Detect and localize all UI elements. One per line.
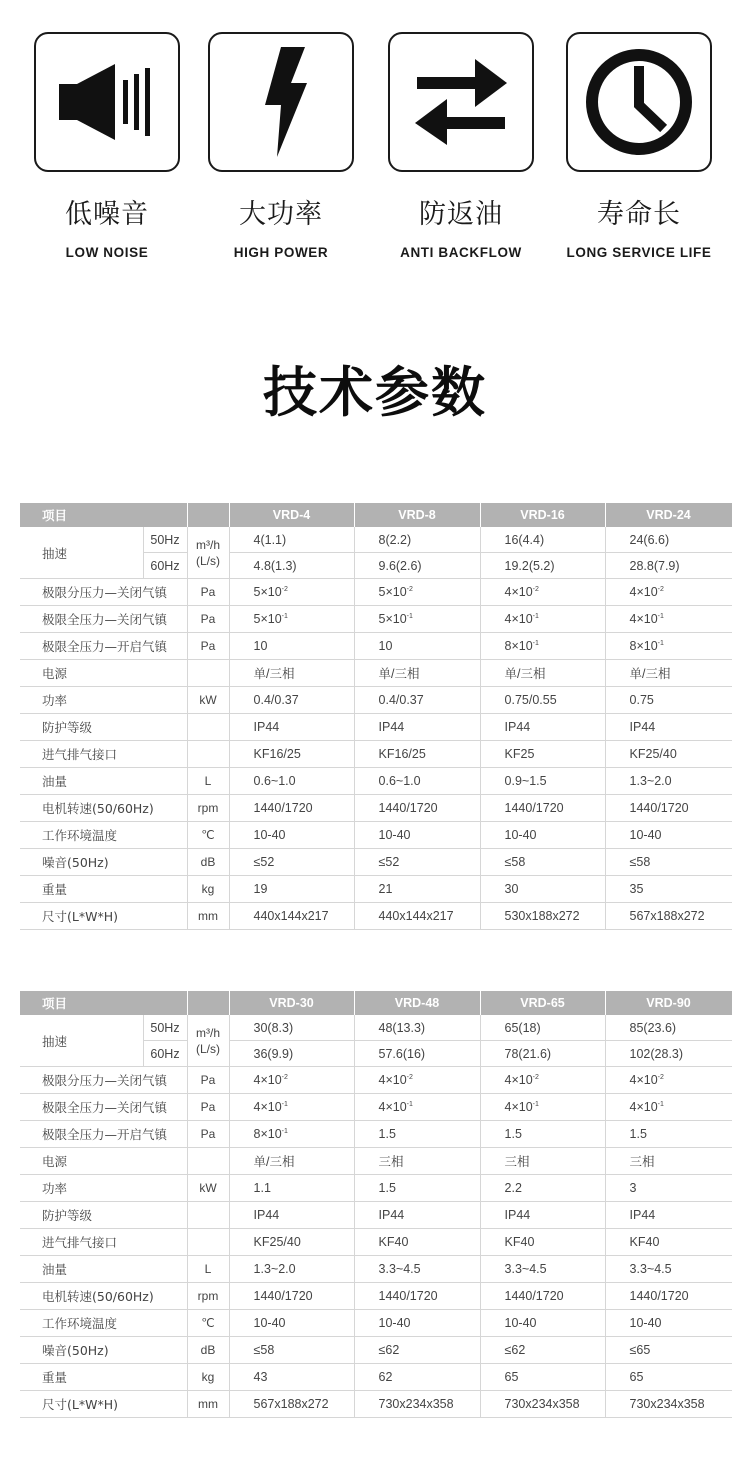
frequency-label: 60Hz [143, 553, 187, 579]
header-label: 项目 [20, 991, 187, 1015]
cell-value: 21 [354, 876, 480, 903]
cell-value: 8(2.2) [354, 527, 480, 553]
row-unit: ℃ [187, 1310, 229, 1337]
cell-value: 567x188x272 [605, 903, 732, 930]
feature-strip [0, 0, 750, 300]
row-label: 防护等级 [20, 1202, 187, 1229]
cell-value: 10-40 [480, 1310, 605, 1337]
row-label: 尺寸(L*W*H) [20, 903, 187, 930]
cell-value: KF16/25 [354, 741, 480, 768]
exponent: -2 [532, 1074, 539, 1081]
cell-value: $8\times 10^{-1}$ [229, 1121, 354, 1148]
table-row [20, 1364, 732, 1391]
row-label: 工作环境温度 [20, 822, 187, 849]
row-unit: mm [187, 903, 229, 930]
cell-value: ≤58 [229, 1337, 354, 1364]
table-row [20, 1067, 732, 1094]
cell-value: 85(23.6) [605, 1015, 732, 1041]
exponent: -2 [281, 586, 288, 593]
row-label: 功率 [20, 687, 187, 714]
cell-value: 1440/1720 [229, 795, 354, 822]
table-row [20, 1310, 732, 1337]
feature-icon-box [34, 32, 180, 172]
frequency-label: 50Hz [143, 527, 187, 553]
cell-value: KF40 [354, 1229, 480, 1256]
table-row [20, 1121, 732, 1148]
cell-value: 4(1.1) [229, 527, 354, 553]
row-unit: mm [187, 1391, 229, 1418]
cell-value: 1440/1720 [605, 795, 732, 822]
cell-value: 43 [229, 1364, 354, 1391]
cell-value: 0.75 [605, 687, 732, 714]
model-name: VRD-16 [480, 503, 605, 527]
exponent: -2 [657, 586, 664, 593]
lightning-bolt-icon [251, 47, 311, 157]
table-row [20, 660, 732, 687]
row-unit [187, 714, 229, 741]
row-unit [187, 1148, 229, 1175]
cell-value: 78(21.6) [480, 1041, 605, 1067]
cell-value: $8\times 10^{-1}$ [605, 633, 732, 660]
frequency-label: 60Hz [143, 1041, 187, 1067]
cell-value: 36(9.9) [229, 1041, 354, 1067]
feature-anti-backflow [388, 32, 534, 260]
row-label: 重量 [20, 1364, 187, 1391]
model-name: VRD-65 [480, 991, 605, 1015]
cell-value: ≤62 [354, 1337, 480, 1364]
table-row [20, 1148, 732, 1175]
table-row [20, 876, 732, 903]
row-unit: kg [187, 876, 229, 903]
cell-value: 28.8(7.9) [605, 553, 732, 579]
exponent: -1 [657, 613, 664, 620]
exchange-arrows-icon [413, 59, 509, 145]
cell-value: $5\times 10^{-1}$ [354, 606, 480, 633]
cell-value: 65 [605, 1364, 732, 1391]
spec-table-2 [20, 991, 733, 1418]
row-unit: Pa [187, 633, 229, 660]
cell-value: $8\times 10^{-1}$ [480, 633, 605, 660]
feature-low-noise [34, 32, 180, 260]
table-row [20, 687, 732, 714]
cell-value: 10 [229, 633, 354, 660]
cell-value: 1.5 [354, 1175, 480, 1202]
cell-value: 1440/1720 [229, 1283, 354, 1310]
table-row [20, 1175, 732, 1202]
cell-value: 单/三相 [605, 660, 732, 687]
exponent: -2 [406, 586, 413, 593]
row-label: 噪音(50Hz) [20, 1337, 187, 1364]
table-row [20, 579, 732, 606]
table-header-row [20, 991, 732, 1015]
cell-value: KF25/40 [229, 1229, 354, 1256]
cell-value: 单/三相 [229, 660, 354, 687]
cell-value: $4\times 10^{-2}$ [605, 1067, 732, 1094]
row-unit: kW [187, 1175, 229, 1202]
model-name: VRD-4 [229, 503, 354, 527]
table-row [20, 822, 732, 849]
table-header-row [20, 503, 732, 527]
row-label: 电源 [20, 1148, 187, 1175]
speaker-icon [57, 62, 157, 142]
cell-value: 19.2(5.2) [480, 553, 605, 579]
exponent: -1 [657, 640, 664, 647]
cell-value: IP44 [229, 1202, 354, 1229]
cell-value: 57.6(16) [354, 1041, 480, 1067]
cell-value: IP44 [480, 714, 605, 741]
cell-value: 0.75/0.55 [480, 687, 605, 714]
feature-high-power [208, 32, 354, 260]
cell-value: IP44 [480, 1202, 605, 1229]
cell-value: ≤58 [480, 849, 605, 876]
cell-value: 30(8.3) [229, 1015, 354, 1041]
exponent: -1 [406, 1101, 413, 1108]
row-label: 极限全压力—开启气镇 [20, 1121, 187, 1148]
row-unit: dB [187, 1337, 229, 1364]
cell-value: $4\times 10^{-1}$ [354, 1094, 480, 1121]
cell-value: ≤52 [354, 849, 480, 876]
row-label: 电机转速(50/60Hz) [20, 795, 187, 822]
row-label: 尺寸(L*W*H) [20, 1391, 187, 1418]
row-unit: dB [187, 849, 229, 876]
cell-value: 567x188x272 [229, 1391, 354, 1418]
cell-value: 4.8(1.3) [229, 553, 354, 579]
feature-title-cn: 寿命长 [597, 199, 681, 230]
frequency-label: 50Hz [143, 1015, 187, 1041]
cell-value: 62 [354, 1364, 480, 1391]
cell-value: 单/三相 [354, 660, 480, 687]
row-label: 进气排气接口 [20, 1229, 187, 1256]
row-label: 电机转速(50/60Hz) [20, 1283, 187, 1310]
feature-title-cn: 大功率 [239, 199, 323, 230]
cell-value: $4\times 10^{-2}$ [229, 1067, 354, 1094]
table-row [20, 1256, 732, 1283]
feature-title-en: ANTI BACKFLOW [400, 245, 522, 260]
cell-value: $4\times 10^{-1}$ [480, 606, 605, 633]
cell-value: IP44 [354, 714, 480, 741]
cell-value: 三相 [354, 1148, 480, 1175]
cell-value: KF40 [480, 1229, 605, 1256]
row-label: 油量 [20, 768, 187, 795]
cell-value: KF40 [605, 1229, 732, 1256]
row-label: 进气排气接口 [20, 741, 187, 768]
table-row [20, 849, 732, 876]
exponent: -1 [281, 1101, 288, 1108]
exponent: -1 [657, 1101, 664, 1108]
table-row [20, 795, 732, 822]
exponent: -1 [281, 613, 288, 620]
table-row [20, 527, 732, 553]
row-unit: Pa [187, 579, 229, 606]
cell-value: 1.5 [354, 1121, 480, 1148]
cell-value: 19 [229, 876, 354, 903]
cell-value: 0.4/0.37 [229, 687, 354, 714]
cell-value: 1440/1720 [605, 1283, 732, 1310]
row-label: 重量 [20, 876, 187, 903]
cell-value: IP44 [354, 1202, 480, 1229]
cell-value: ≤62 [480, 1337, 605, 1364]
header-unit-cell [187, 991, 229, 1015]
exponent: -2 [657, 1074, 664, 1081]
row-label: 极限分压力—关闭气镇 [20, 1067, 187, 1094]
row-unit: m³/h (L/s) [187, 527, 229, 579]
cell-value: $5\times 10^{-2}$ [229, 579, 354, 606]
row-unit [187, 1229, 229, 1256]
cell-value: ≤52 [229, 849, 354, 876]
row-unit: rpm [187, 1283, 229, 1310]
exponent: -1 [406, 613, 413, 620]
table-row [20, 1202, 732, 1229]
cell-value: 0.6~1.0 [354, 768, 480, 795]
model-name: VRD-30 [229, 991, 354, 1015]
feature-title-cn: 低噪音 [65, 199, 149, 230]
cell-value: $4\times 10^{-2}$ [480, 1067, 605, 1094]
row-unit: Pa [187, 1121, 229, 1148]
cell-value: ≤65 [605, 1337, 732, 1364]
row-label: 功率 [20, 1175, 187, 1202]
table-row [20, 1337, 732, 1364]
cell-value: 10-40 [605, 1310, 732, 1337]
exponent: -1 [532, 1101, 539, 1108]
row-unit: L [187, 768, 229, 795]
cell-value: 1440/1720 [354, 795, 480, 822]
cell-value: 0.4/0.37 [354, 687, 480, 714]
row-label: 噪音(50Hz) [20, 849, 187, 876]
cell-value: 10-40 [229, 1310, 354, 1337]
feature-icon-box [208, 32, 354, 172]
row-unit: rpm [187, 795, 229, 822]
feature-long-life [566, 32, 712, 260]
header-label: 项目 [20, 503, 187, 527]
row-label: 抽速 [20, 1015, 143, 1067]
cell-value: $4\times 10^{-2}$ [354, 1067, 480, 1094]
row-unit: Pa [187, 1094, 229, 1121]
cell-value: 102(28.3) [605, 1041, 732, 1067]
cell-value: 3 [605, 1175, 732, 1202]
model-name: VRD-8 [354, 503, 480, 527]
cell-value: 1.5 [605, 1121, 732, 1148]
cell-value: IP44 [605, 1202, 732, 1229]
row-unit: Pa [187, 606, 229, 633]
cell-value: 2.2 [480, 1175, 605, 1202]
cell-value: 16(4.4) [480, 527, 605, 553]
cell-value: 单/三相 [229, 1148, 354, 1175]
row-label: 油量 [20, 1256, 187, 1283]
cell-value: 9.6(2.6) [354, 553, 480, 579]
feature-icon-box [566, 32, 712, 172]
cell-value: 1440/1720 [354, 1283, 480, 1310]
table-row [20, 1015, 732, 1041]
row-unit: Pa [187, 1067, 229, 1094]
row-unit [187, 741, 229, 768]
table-row [20, 1391, 732, 1418]
cell-value: 24(6.6) [605, 527, 732, 553]
cell-value: $4\times 10^{-1}$ [229, 1094, 354, 1121]
cell-value: 1440/1720 [480, 795, 605, 822]
row-label: 工作环境温度 [20, 1310, 187, 1337]
cell-value: 1.1 [229, 1175, 354, 1202]
cell-value: KF25 [480, 741, 605, 768]
cell-value: KF25/40 [605, 741, 732, 768]
cell-value: 3.3~4.5 [354, 1256, 480, 1283]
cell-value: 10-40 [605, 822, 732, 849]
cell-value: IP44 [605, 714, 732, 741]
cell-value: 10-40 [229, 822, 354, 849]
cell-value: 1.5 [480, 1121, 605, 1148]
cell-value: 30 [480, 876, 605, 903]
cell-value: $4\times 10^{-2}$ [605, 579, 732, 606]
row-unit: L [187, 1256, 229, 1283]
cell-value: KF16/25 [229, 741, 354, 768]
row-label: 电源 [20, 660, 187, 687]
row-label: 极限全压力—关闭气镇 [20, 1094, 187, 1121]
cell-value: $5\times 10^{-2}$ [354, 579, 480, 606]
model-name: VRD-90 [605, 991, 732, 1015]
cell-value: 10-40 [354, 822, 480, 849]
cell-value: $4\times 10^{-1}$ [480, 1094, 605, 1121]
feature-icon-box [388, 32, 534, 172]
row-unit: m³/h (L/s) [187, 1015, 229, 1067]
cell-value: $5\times 10^{-1}$ [229, 606, 354, 633]
table-row [20, 714, 732, 741]
table-row [20, 741, 732, 768]
cell-value: 单/三相 [480, 660, 605, 687]
feature-title-cn: 防返油 [419, 199, 503, 230]
section-title: 技术参数 [263, 361, 487, 424]
cell-value: IP44 [229, 714, 354, 741]
cell-value: $4\times 10^{-2}$ [480, 579, 605, 606]
row-unit: ℃ [187, 822, 229, 849]
cell-value: 48(13.3) [354, 1015, 480, 1041]
table-row [20, 903, 732, 930]
row-unit [187, 1202, 229, 1229]
cell-value: 三相 [605, 1148, 732, 1175]
header-unit-cell [187, 503, 229, 527]
table-row [20, 633, 732, 660]
cell-value: 1440/1720 [480, 1283, 605, 1310]
model-name: VRD-24 [605, 503, 732, 527]
cell-value: $4\times 10^{-1}$ [605, 1094, 732, 1121]
cell-value: 730x234x358 [605, 1391, 732, 1418]
exponent: -2 [281, 1074, 288, 1081]
cell-value: 65 [480, 1364, 605, 1391]
cell-value: 10 [354, 633, 480, 660]
cell-value: 65(18) [480, 1015, 605, 1041]
exponent: -2 [406, 1074, 413, 1081]
cell-value: 1.3~2.0 [229, 1256, 354, 1283]
cell-value: 440x144x217 [229, 903, 354, 930]
cell-value: 10-40 [354, 1310, 480, 1337]
cell-value: 530x188x272 [480, 903, 605, 930]
table-row [20, 1283, 732, 1310]
cell-value: 3.3~4.5 [605, 1256, 732, 1283]
exponent: -1 [532, 613, 539, 620]
clock-icon [584, 47, 694, 157]
row-unit: kW [187, 687, 229, 714]
model-name: VRD-48 [354, 991, 480, 1015]
table-row [20, 606, 732, 633]
cell-value: 0.6~1.0 [229, 768, 354, 795]
cell-value: 730x234x358 [354, 1391, 480, 1418]
row-label: 极限全压力—关闭气镇 [20, 606, 187, 633]
row-label: 防护等级 [20, 714, 187, 741]
table-row [20, 1229, 732, 1256]
feature-title-en: LOW NOISE [65, 245, 149, 260]
cell-value: $4\times 10^{-1}$ [605, 606, 732, 633]
cell-value: 3.3~4.5 [480, 1256, 605, 1283]
cell-value: 1.3~2.0 [605, 768, 732, 795]
cell-value: 35 [605, 876, 732, 903]
cell-value: 0.9~1.5 [480, 768, 605, 795]
row-label: 极限全压力—开启气镇 [20, 633, 187, 660]
table-row [20, 1094, 732, 1121]
cell-value: 730x234x358 [480, 1391, 605, 1418]
cell-value: 10-40 [480, 822, 605, 849]
cell-value: ≤58 [605, 849, 732, 876]
row-label: 极限分压力—关闭气镇 [20, 579, 187, 606]
feature-title-en: LONG SERVICE LIFE [566, 245, 712, 260]
exponent: -1 [532, 640, 539, 647]
spec-table-1 [20, 503, 733, 930]
row-unit [187, 660, 229, 687]
exponent: -1 [281, 1128, 288, 1135]
exponent: -2 [532, 586, 539, 593]
cell-value: 440x144x217 [354, 903, 480, 930]
feature-title-en: HIGH POWER [233, 245, 329, 260]
cell-value: 三相 [480, 1148, 605, 1175]
table-row [20, 768, 732, 795]
row-unit: kg [187, 1364, 229, 1391]
row-label: 抽速 [20, 527, 143, 579]
